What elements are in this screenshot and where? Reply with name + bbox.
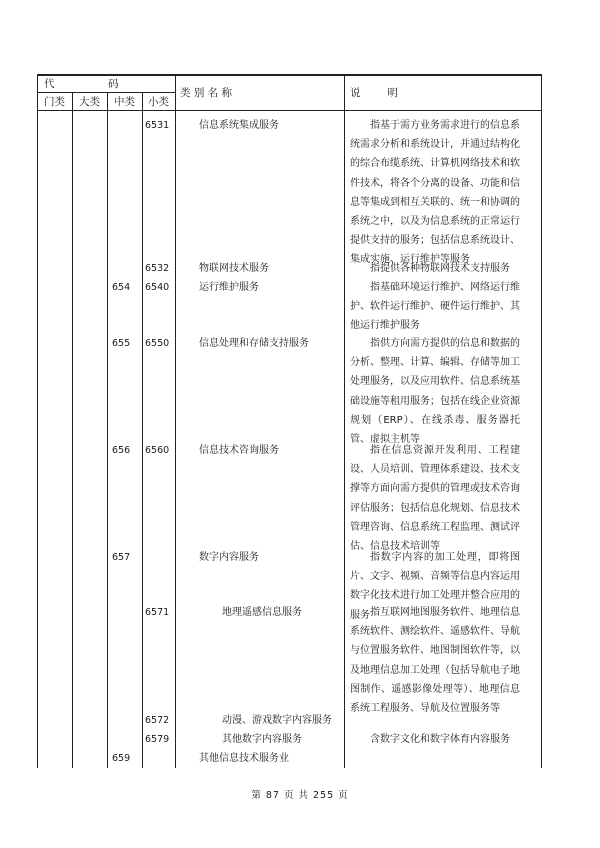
page-number-footer: 第 87 页 共 255 页 [251,790,349,801]
row-6531-xiaolei: 6531 [145,120,170,131]
row-6571-description: 指互联网地图服务软件、地理信息系统软件、测绘软件、遥感软件、导航与位置服务软件、地图制图软件等，以及地理信息加工处理（包括导航电子地图制作、遥感影像处理等）、地理信息系统工程服务、导航及位置服务等 [350,607,520,715]
row-6532-name: 物联网技术服务 [199,263,269,274]
row-6571-name: 地理遥感信息服务 [222,607,302,618]
row-6532-description: 指提供各种物联网技术支持服务 [370,263,510,274]
row-657-zhonglei: 657 [112,552,131,563]
row-659-name: 其他信息技术服务业 [199,753,289,764]
row-6550-name: 信息处理和存储支持服务 [199,338,309,349]
column-header-xiaolei: 小类 [148,96,169,108]
row-6579-name: 其他数字内容服务 [222,734,302,745]
column-header-name: 类 别 名 称 [180,87,233,99]
row-6572-name: 动漫、游戏数字内容服务 [222,715,332,726]
row-659-zhonglei: 659 [112,753,131,764]
row-6531-name: 信息系统集成服务 [199,120,279,131]
row-6540-name: 运行维护服务 [199,282,259,293]
row-656-zhonglei: 656 [112,445,131,456]
column-header-description: 说 明 [350,87,398,99]
row-657-description: 指数字内容的加工处理，即将图片、文字、视频、音频等信息内容运用数字化技术进行加工处理并整合应用的服务 [350,552,520,621]
row-6571-xiaolei: 6571 [145,607,170,618]
row-6550-xiaolei: 6550 [145,338,170,349]
row-6572-xiaolei: 6572 [145,715,170,726]
row-6560-description: 指在信息资源开发利用、工程建设、人员培训、管理体系建设、技术支撑等方面向需方提供的管理或技术咨询评估服务；包括信息化规划、信息技术管理咨询、信息系统工程监理、测试评估、信息技术培训等 [350,445,520,553]
column-header-menlei: 门类 [44,96,65,108]
column-header-zhonglei: 中类 [114,96,135,108]
column-header-dalei: 大类 [79,96,100,108]
row-6579-xiaolei: 6579 [145,734,170,745]
row-6560-name: 信息技术咨询服务 [199,445,279,456]
row-657-name: 数字内容服务 [199,552,259,563]
row-654-zhonglei: 654 [112,282,131,293]
row-6540-xiaolei: 6540 [145,282,170,293]
row-6560-xiaolei: 6560 [145,445,170,456]
row-6540-description: 指基础环境运行维护、网络运行维护、软件运行维护、硬件运行维护、其他运行维护服务 [350,282,520,332]
row-6550-description: 指供方向需方提供的信息和数据的分析、整理、计算、编辑、存储等加工处理服务，以及应用软件、信息系统基础设施等租用服务；包括在线企业资源规划（ERP）、在线杀毒、服务器托管、虚拟主机等 [350,338,520,446]
row-6531-description: 指基于需方业务需求进行的信息系统需求分析和系统设计，并通过结构化的综合布缆系统、计算机网络技术和软件技术，将各个分离的设备、功能和信息等集成到相互关联的、统一和协调的系统之中，以及为信息系统的正常运行提供支持的服务；包括信息系统设计、集成实施、运行维护等服务 [350,120,520,266]
row-6532-xiaolei: 6532 [145,263,170,274]
code-header-label-2: 码 [108,78,119,90]
row-6579-description: 含数字文化和数字体育内容服务 [370,734,510,745]
row-655-zhonglei: 655 [112,338,131,349]
code-header-label: 代 [44,78,55,90]
